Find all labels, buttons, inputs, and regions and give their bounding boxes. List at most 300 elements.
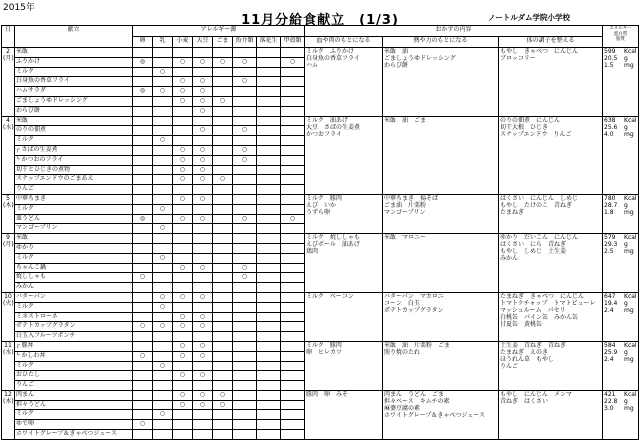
dish-name: ミルク [15,410,133,420]
nutrition-cell [603,116,639,194]
allergen-mark: ○ [153,224,173,234]
dish-name: 中華ちまき [15,194,133,204]
allergen-mark [133,371,153,381]
protein-foods: ミルク 豚肉 卵 ヒレカツ [305,341,383,390]
allergen-mark [133,136,153,146]
allergen-mark: ○ [173,96,193,106]
allergen-mark [213,194,233,204]
allergen-mark [257,87,281,97]
allergen-mark [233,312,257,322]
day-cell: 11 (水) [2,341,15,390]
nutrient-value: 421 [604,390,616,398]
allergen-mark: ○ [173,87,193,97]
group-header: 体の調子を整える [499,37,603,48]
allergen-mark: ○ [193,341,213,351]
dish-name: わらび餅 [15,106,133,116]
day-cell: 5 (木) [2,194,15,233]
allergen-mark [213,253,233,263]
allergen-mark [133,381,153,391]
regulating-foods: たまねぎ きゃべつ にんじん トマトケチャップ トマトピューレ マッシュルーム パセリ 白桃缶 パイン缶 みかん缶 甘夏缶 黄桃缶 [499,292,603,341]
school-name: ノートルダム学院小学校 [488,13,570,22]
dish-name: ごましょうゆドレッシング [15,96,133,106]
dish-name: ┌ 豚丼 [15,341,133,351]
allergen-mark [213,214,233,224]
allergen-mark [257,224,281,234]
allergen-mark [133,77,153,87]
allergen-mark [213,283,233,293]
allergen-mark [281,87,305,97]
allergen-mark [257,283,281,293]
dish-name: りんご [15,381,133,391]
allergen-mark [257,155,281,165]
allergen-mark [193,204,213,214]
nutrient-value: 20.5 [604,55,618,62]
allergen-mark: ○ [233,57,257,67]
allergen-mark [257,292,281,302]
allergen-mark: ○ [193,57,213,67]
allergen-mark: ○ [193,322,213,332]
allergen-mark [173,361,193,371]
allergen-mark [281,381,305,391]
allergen-mark [257,175,281,185]
allergen-mark [173,185,193,195]
allergen-mark [173,381,193,391]
allergen-mark: ○ [233,155,257,165]
allergen-mark: ○ [173,57,193,67]
day-header: 日 [2,26,15,48]
energy-foods: 米飯 油 ごましょうゆドレッシング わらび餅 [383,48,499,117]
protein-foods: ミルク 焼ししゃも えびボール 油あげ 鶏肉 [305,234,383,293]
nutrient-value: 579 [604,234,616,242]
allergen-mark: ○ [193,371,213,381]
allergen-mark: ○ [193,194,213,204]
allergen-mark [213,48,233,58]
allergen-mark: ○ [233,126,257,136]
allergen-header: 大豆 [193,37,213,48]
group-header: 熱や力のもとになる [383,37,499,48]
allergen-mark [281,263,305,273]
allergen-mark [153,106,173,116]
allergen-mark: ◎ [133,57,153,67]
allergen-mark [233,185,257,195]
dish-name: ミルク [15,67,133,77]
nutrient-value: 2.4 [604,355,614,363]
allergen-header: 小麦 [173,37,193,48]
allergen-mark [233,371,257,381]
side-header: おかずの内容 [305,26,603,37]
allergen-mark: ○ [193,400,213,410]
allergen-mark [213,332,233,342]
allergen-header: 落花生 [257,37,281,48]
allergen-mark [281,48,305,58]
allergen-header: ごま [213,37,233,48]
allergen-mark [213,292,233,302]
allergen-mark: ○ [173,263,193,273]
allergen-mark [153,165,173,175]
nutrient-value: 1.8 [604,208,614,216]
allergen-mark [133,48,153,58]
allergen-mark [281,126,305,136]
allergen-mark [133,116,153,126]
allergen-mark [173,106,193,116]
allergen-mark [153,243,173,253]
allergen-mark [173,243,193,253]
allergen-mark: ○ [133,273,153,283]
allergen-mark [173,410,193,420]
allergen-mark: ○ [213,390,233,400]
allergen-mark: ○ [153,87,173,97]
allergen-mark [153,341,173,351]
allergen-mark [213,302,233,312]
allergen-mark [153,48,173,58]
allergen-mark [193,243,213,253]
allergen-mark: ○ [173,145,193,155]
allergen-mark [173,302,193,312]
allergen-mark [213,273,233,283]
nutrient-value: 2.5 [604,248,614,256]
allergen-mark [153,273,173,283]
allergen-mark [233,136,257,146]
allergen-mark [257,136,281,146]
nutrient-value: 19.4 [604,299,618,307]
allergen-mark [133,234,153,244]
allergen-mark [233,351,257,361]
allergen-mark [193,224,213,234]
allergen-mark [233,361,257,371]
allergen-mark: ○ [193,312,213,322]
allergen-mark [133,145,153,155]
allergen-mark [281,155,305,165]
allergen-mark [281,400,305,410]
allergen-mark: ○ [233,214,257,224]
allergen-mark [153,214,173,224]
allergen-mark [193,273,213,283]
allergen-mark [233,430,257,440]
dish-name: マンゴープリン [15,224,133,234]
allergen-mark [281,420,305,430]
allergen-mark [153,351,173,361]
allergen-mark [173,253,193,263]
allergen-mark [233,292,257,302]
allergen-mark [153,175,173,185]
allergen-mark [257,341,281,351]
dish-name: りんご [15,185,133,195]
allergen-mark [173,234,193,244]
dish-name: 白身魚の香草フライ [15,77,133,87]
allergen-mark [193,48,213,58]
allergen-mark [257,361,281,371]
allergen-mark [213,165,233,175]
dish-name: └ かつおのフライ [15,155,133,165]
allergen-mark [281,312,305,322]
allergen-mark: ○ [193,106,213,116]
allergen-mark [193,253,213,263]
nutrition-cell [603,292,639,341]
allergen-mark [213,341,233,351]
dish-name: ミルク [15,136,133,146]
allergen-mark [257,185,281,195]
allergen-mark [153,77,173,87]
allergen-mark: ○ [193,77,213,87]
allergen-mark [257,194,281,204]
dish-name: 肉まん [15,390,133,400]
nutrient-unit: mg [624,208,634,216]
allergen-mark: ○ [173,351,193,361]
allergen-mark [173,48,193,58]
allergen-mark [257,332,281,342]
allergen-mark: ○ [193,155,213,165]
allergen-mark: ○ [133,420,153,430]
allergen-mark: ○ [173,214,193,224]
nutrient-unit: g [624,201,628,209]
allergen-mark [213,126,233,136]
allergen-mark [173,224,193,234]
allergen-mark: ○ [173,322,193,332]
allergen-mark [257,48,281,58]
allergen-mark [281,253,305,263]
allergen-mark [173,116,193,126]
allergen-mark: ○ [193,263,213,273]
protein-foods: 豚肉 卵 みそ [305,390,383,439]
regulating-foods: 土生姜 青ねぎ 青ねぎ たまねぎ えのき ほうれん草 もやし りんご [499,341,603,390]
allergen-mark: ◎ [133,87,153,97]
allergen-mark [257,351,281,361]
dish-name: バターパン [15,292,133,302]
allergen-mark [233,96,257,106]
allergen-mark [233,253,257,263]
allergen-mark: ○ [193,292,213,302]
allergen-mark [233,322,257,332]
dish-name: スナップエンドウのごまあえ [15,175,133,185]
allergen-mark: ○ [153,292,173,302]
allergen-mark [213,145,233,155]
allergen-mark [233,106,257,116]
allergen-header: 魚介類 [233,37,257,48]
allergen-mark [133,390,153,400]
allergen-mark [153,430,173,440]
allergen-mark [257,273,281,283]
allergen-mark [257,312,281,322]
nutrition-cell [603,48,639,117]
nutrient-value: 25.9 [604,348,618,356]
nutrient-value: 3.0 [604,404,614,412]
dish-name: ミネストローネ [15,312,133,322]
dish-row [2,292,639,302]
allergen-mark: ○ [173,155,193,165]
dish-row [2,116,639,126]
allergen-mark [213,155,233,165]
allergen-mark [133,185,153,195]
allergen-mark: ○ [233,145,257,155]
allergen-mark [173,332,193,342]
allergen-mark [281,390,305,400]
allergen-mark [233,283,257,293]
allergen-mark [257,243,281,253]
allergen-mark: ○ [213,175,233,185]
allergen-mark [233,400,257,410]
nutrient-unit: Kcal [624,194,637,202]
allergen-mark [257,381,281,391]
day-cell: 4 (水) [2,116,15,194]
allergen-mark: ○ [193,96,213,106]
dish-name: 米飯 [15,116,133,126]
allergen-mark [257,234,281,244]
allergen-mark [153,371,173,381]
allergen-mark: ○ [173,400,193,410]
allergen-mark [173,273,193,283]
dish-name: 切干とひじきの煮物 [15,165,133,175]
allergen-mark [153,400,173,410]
allergen-mark: ○ [193,126,213,136]
allergy-header: アレルギー源 [133,26,305,37]
allergen-mark: ○ [173,371,193,381]
nutrient-unit: g [624,55,628,62]
allergen-mark [213,77,233,87]
allergen-mark [173,283,193,293]
allergen-mark [193,302,213,312]
nutrient-unit: mg [624,248,634,256]
allergen-mark [233,332,257,342]
dish-name: おひたし [15,371,133,381]
allergen-mark [213,430,233,440]
protein-foods: ミルク 豚肉 えび いか うずら卵 [305,194,383,233]
nutrition-cell [603,390,639,439]
allergen-mark [153,420,173,430]
dish-row [2,194,639,204]
allergen-mark [133,96,153,106]
allergen-mark [213,234,233,244]
nutrient-unit: Kcal [624,390,637,398]
protein-foods: ミルク 油あげ 大豆 さばの生姜煮 かつおフライ [305,116,383,194]
allergen-mark: ◎ [133,214,153,224]
allergen-mark [213,67,233,77]
allergen-mark: ○ [173,175,193,185]
nutrient-value: 4.0 [604,130,614,138]
allergen-mark [233,67,257,77]
allergen-mark [133,175,153,185]
dish-name: 焼ししゃも [15,273,133,283]
allergen-mark [281,106,305,116]
dish-name: ミルク [15,302,133,312]
allergen-mark [213,361,233,371]
dish-name: ポテトカップグラタン [15,322,133,332]
nutrient-value: 28.7 [604,201,618,209]
allergen-mark [281,77,305,87]
allergen-mark [213,371,233,381]
allergen-mark: ○ [173,312,193,322]
allergen-mark [153,126,173,136]
allergen-header: 卵 [133,37,153,48]
allergen-mark [257,410,281,420]
nutrient-value: 1.5 [604,62,614,69]
allergen-mark [133,126,153,136]
allergen-mark [281,341,305,351]
nutrient-unit: mg [624,355,634,363]
nutrient-unit: Kcal [624,116,637,124]
allergen-mark: ○ [173,194,193,204]
dish-name: ちゃんこ鍋 [15,263,133,273]
allergen-mark [173,136,193,146]
allergen-mark [281,361,305,371]
allergen-mark [133,302,153,312]
nutrient-unit: g [624,123,628,131]
nutrient-value: 584 [604,341,616,349]
allergen-mark [233,243,257,253]
dish-name: ミルク [15,361,133,371]
nutrient-unit: g [624,241,628,249]
allergen-mark [257,165,281,175]
allergen-mark [133,194,153,204]
allergen-mark [257,263,281,273]
allergen-mark [257,302,281,312]
allergen-mark [193,420,213,430]
allergen-mark [173,126,193,136]
allergen-mark [257,57,281,67]
allergen-mark [257,322,281,332]
dish-name: 白玉入フルーツポンチ [15,332,133,342]
day-cell: 9 (月) [2,234,15,293]
allergen-mark [257,400,281,410]
dish-name: ミルク [15,253,133,263]
allergen-mark [257,420,281,430]
allergen-mark [153,116,173,126]
allergen-mark [233,341,257,351]
allergen-mark [257,145,281,155]
allergen-mark [153,283,173,293]
nutrient-unit: Kcal [624,292,637,300]
nutrient-value: 647 [604,292,616,300]
dish-row [2,341,639,351]
nutrient-unit: mg [624,62,634,69]
allergen-mark: ○ [173,390,193,400]
dish-name: ゆで卵 [15,420,133,430]
allergen-mark [233,410,257,420]
allergen-mark: ○ [153,67,173,77]
nutrient-header: エネルギー 蛋白質 脂質 [603,26,639,48]
group-header: 血や肉のもとになる [305,37,383,48]
allergen-mark: ○ [213,400,233,410]
allergen-mark [213,420,233,430]
nutrient-value: 599 [604,48,616,55]
allergen-mark [281,430,305,440]
dish-name: 米飯 [15,48,133,58]
allergen-mark [281,371,305,381]
allergen-mark: ○ [173,292,193,302]
allergen-mark [233,234,257,244]
allergen-mark [233,87,257,97]
allergen-mark: ○ [153,136,173,146]
allergen-mark [133,204,153,214]
allergen-mark [281,165,305,175]
allergen-mark: ○ [193,165,213,175]
energy-foods: 米飯 油 ごま [383,116,499,194]
allergen-mark [193,116,213,126]
dish-row [2,48,639,58]
allergen-mark [213,263,233,273]
dish-name: ホワイトグレープ＆きゃべつジュース [15,430,133,440]
allergen-mark [257,116,281,126]
allergen-mark [257,204,281,214]
dish-name: └ かしわ丼 [15,351,133,361]
allergen-mark: ○ [213,96,233,106]
allergen-mark: ○ [133,351,153,361]
allergen-mark [233,194,257,204]
allergen-mark [257,430,281,440]
dish-name: 皿うどん [15,214,133,224]
allergen-mark [193,185,213,195]
allergen-mark [153,145,173,155]
regulating-foods: ゆかり だいこん にんじん はくさい にら 青ねぎ もやし しめじ 土生姜 みかん [499,234,603,293]
